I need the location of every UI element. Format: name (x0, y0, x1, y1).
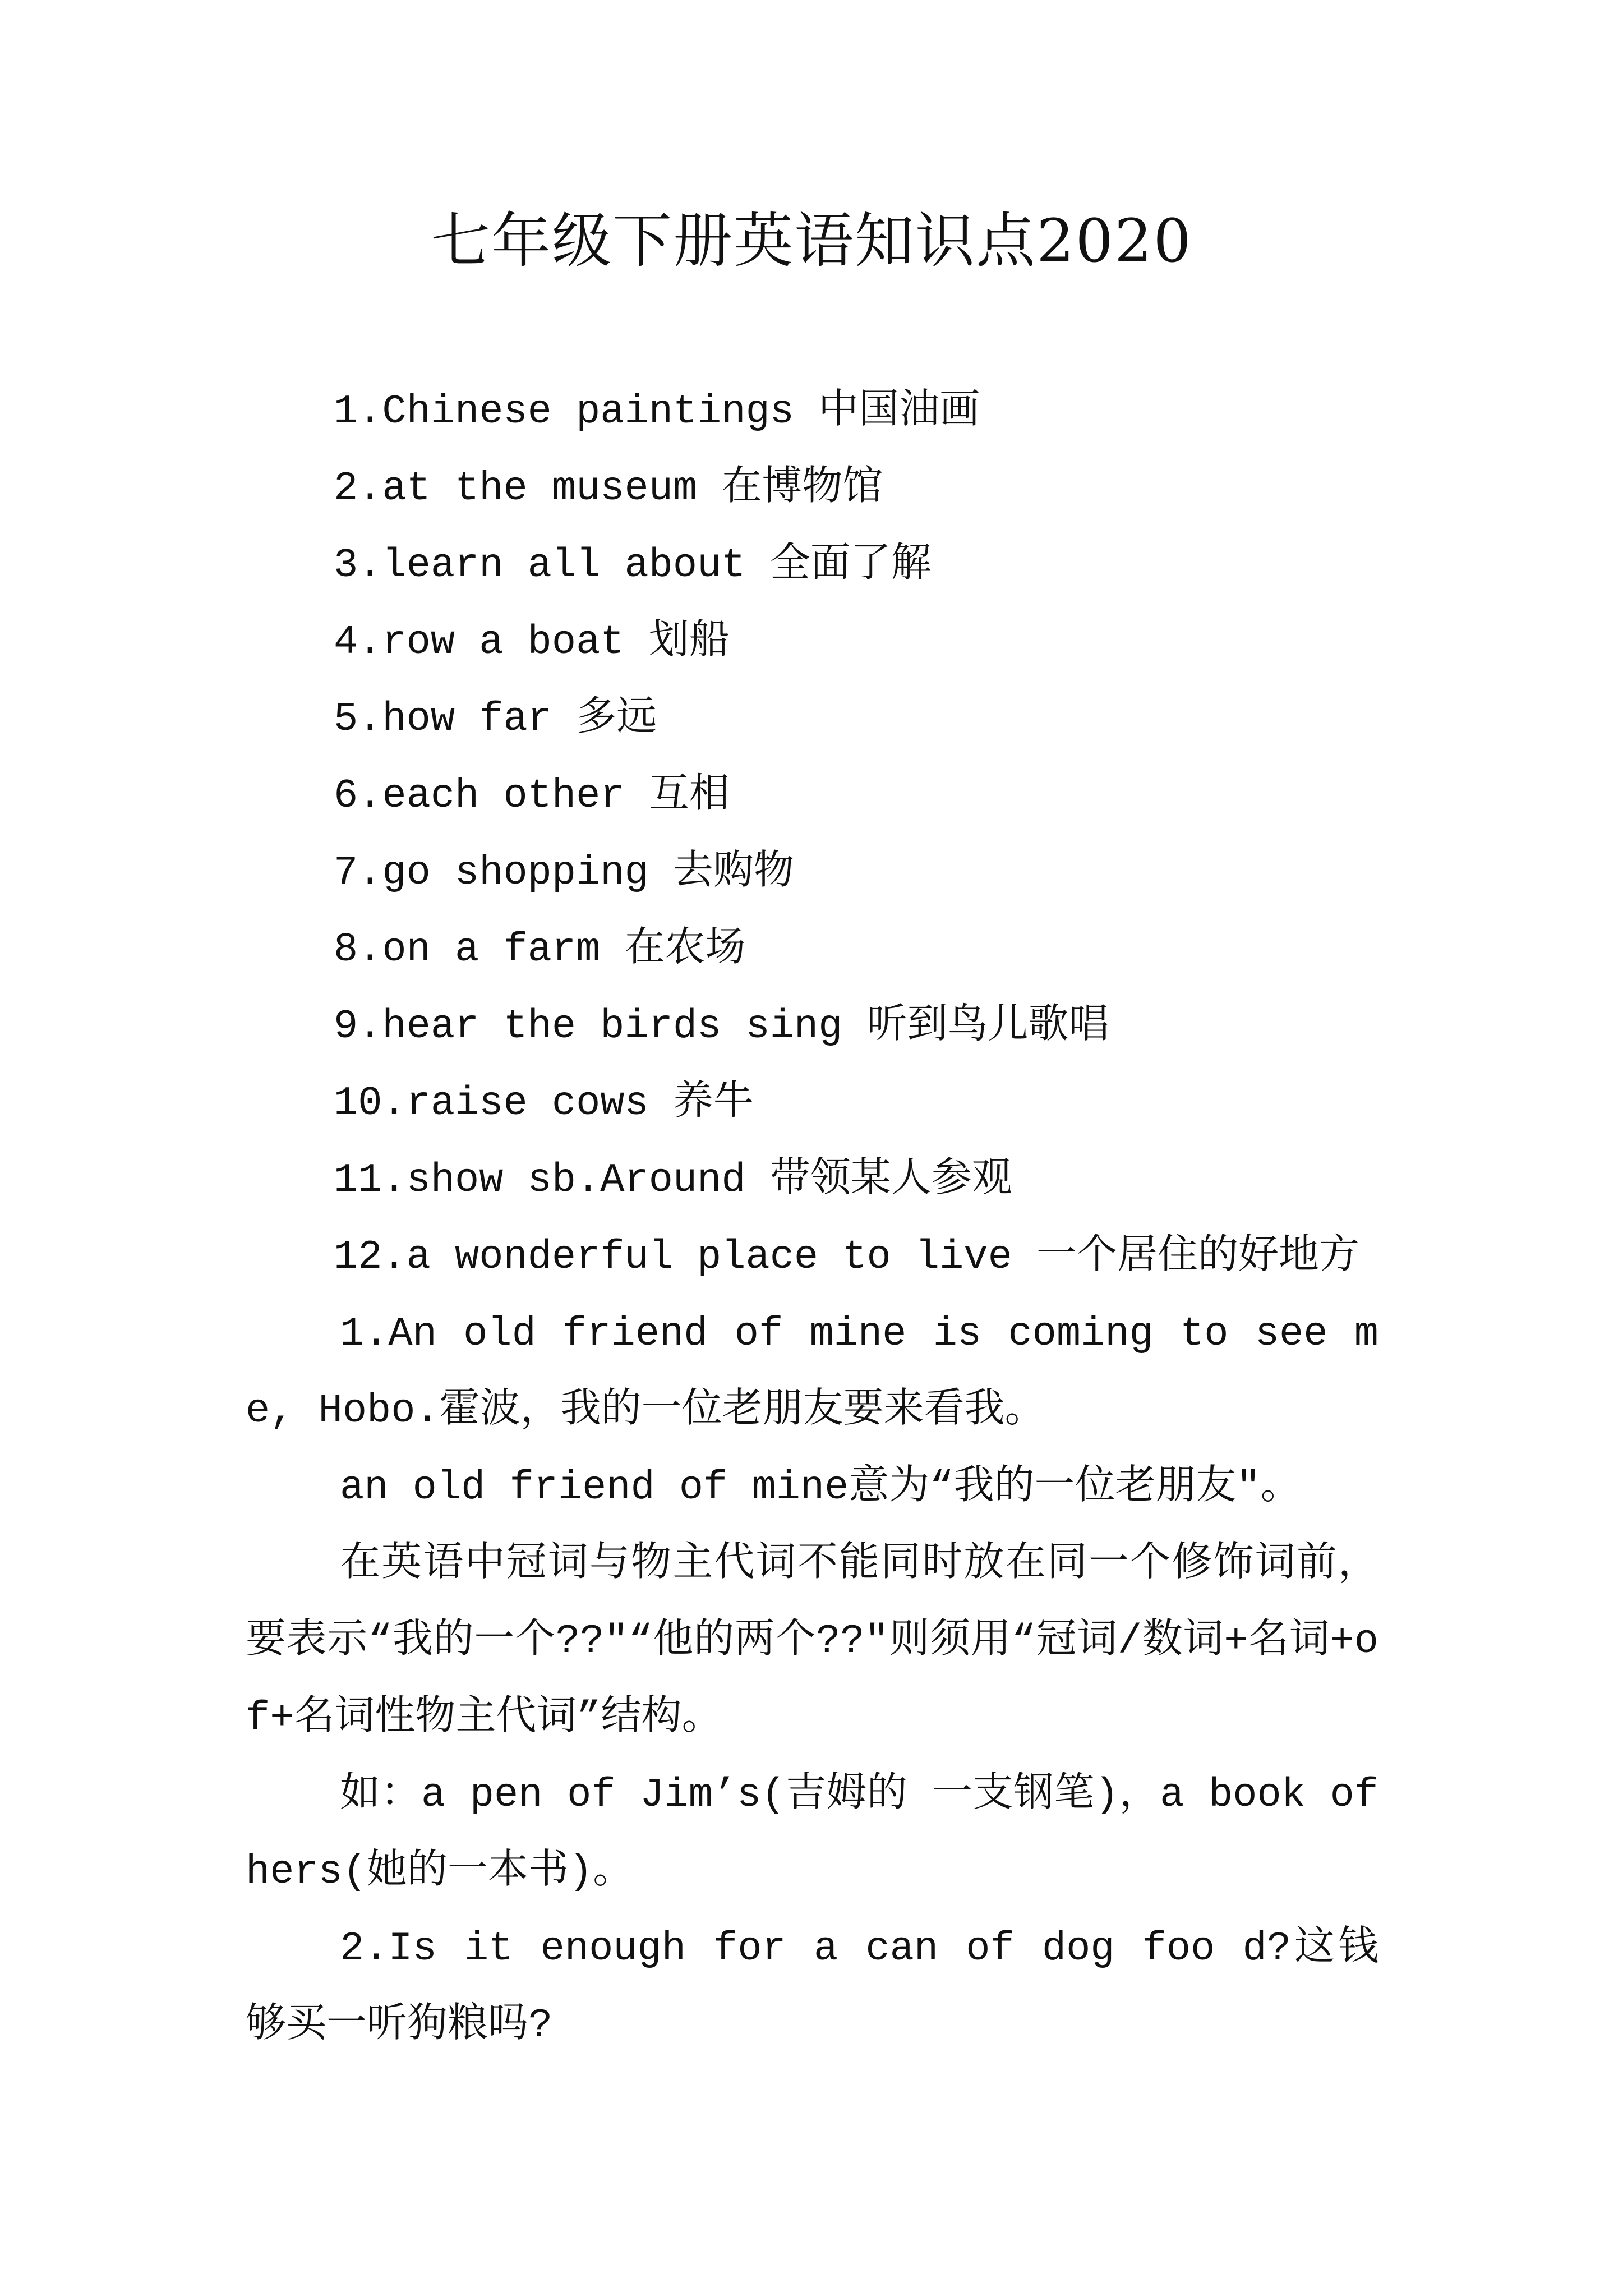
phrase-item-12: 12.a wonderful place to live 一个居住的好地方 (334, 1234, 1360, 1280)
phrase-item-11: 11.show sb.Around 带领某人参观 (334, 1157, 1012, 1203)
paragraph-grammar-rule: 在英语中冠词与物主代词不能同时放在同一个修饰词前，要表示“我的一个??"“他的两个??"则须用“冠词/数词+名词+of+名词性物主代词”结构。 (246, 1542, 1378, 1741)
phrase-item-9: 9.hear the birds sing 听到鸟儿歌唱 (334, 1004, 1109, 1050)
phrase-item-6: 6.each other 互相 (334, 773, 730, 819)
phrase-item-1: 1.Chinese paintings 中国油画 (334, 389, 980, 435)
phrase-item-4: 4.row a boat 划船 (334, 619, 730, 665)
paragraph-example-1: 1.An old friend of mine is coming to see me, Hobo.霍波，我的一位老朋友要来看我。 (246, 1311, 1378, 1434)
paragraph-example-2: 2.Is it enough for a can of dog foo d?这钱够买一听狗粮吗? (246, 1926, 1378, 2049)
paragraph-examples: 如：a pen of Jim’s(吉姆的 一支钢笔)，a book of hers(她的一本书)。 (246, 1772, 1378, 1895)
phrase-item-3: 3.learn all about 全面了解 (334, 542, 932, 588)
paragraph-explanation: an old friend of mine意为“我的一位老朋友"。 (340, 1465, 1301, 1511)
phrase-item-7: 7.go shopping 去购物 (334, 850, 794, 896)
document-title: 七年级下册英语知识点2020 (431, 206, 1192, 275)
document-body (246, 374, 1378, 2064)
phrase-item-8: 8.on a farm 在农场 (334, 927, 746, 973)
phrase-item-10: 10.raise cows 养牛 (334, 1080, 754, 1126)
phrase-item-2: 2.at the museum 在博物馆 (334, 466, 883, 512)
phrase-item-5: 5.how far 多远 (334, 696, 657, 742)
